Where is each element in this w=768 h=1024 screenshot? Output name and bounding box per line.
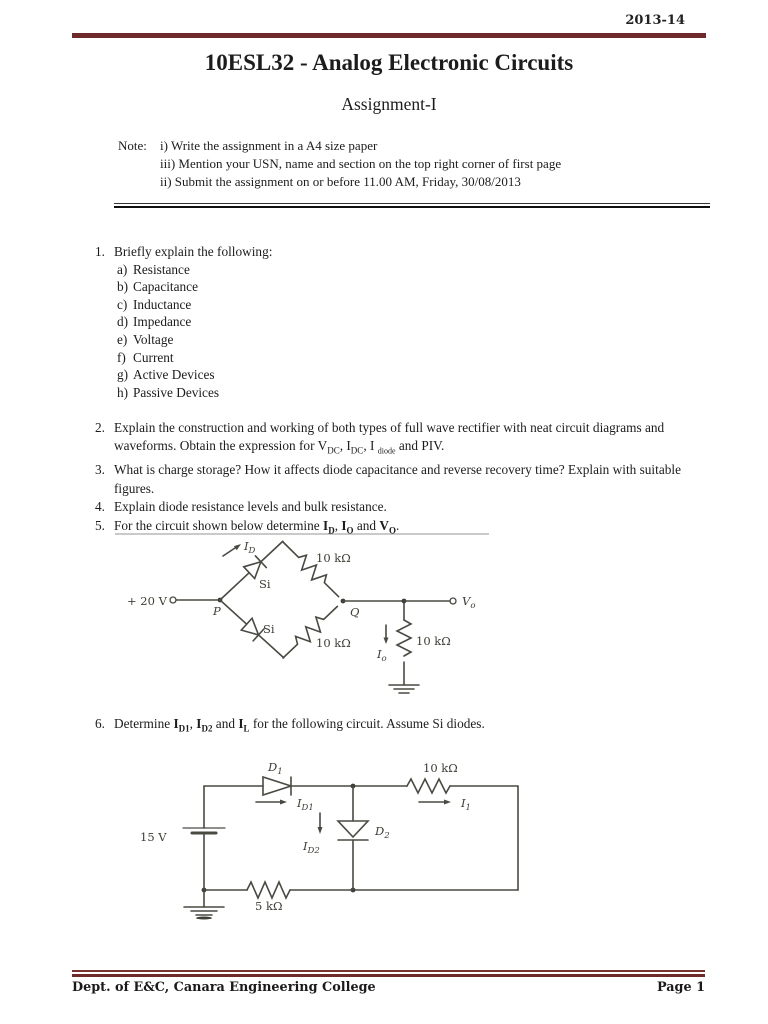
footer-rule-thick (72, 974, 705, 977)
item-text: Resistance (133, 261, 190, 277)
node-q-label: Q (350, 605, 360, 619)
subscript: O (346, 525, 354, 536)
subscript: D (328, 525, 335, 536)
note-item: i) Write the assignment in a A4 size paper (160, 138, 378, 153)
question-3 (95, 461, 714, 498)
current-arrow-id (223, 544, 241, 556)
diode-material-label: Si (263, 622, 275, 636)
text-part: for the following circuit. Assume Si diodes. (249, 716, 485, 731)
text-part: , I (339, 438, 351, 454)
note-label: Note: (118, 138, 147, 153)
diode-d2 (338, 821, 368, 840)
input-terminal (170, 597, 176, 603)
resistor-value-label: 5 kΩ (255, 899, 283, 913)
circuit-diagram-q5 (113, 532, 493, 704)
ground-symbol (389, 685, 419, 693)
source-voltage-label: 15 V (140, 830, 167, 844)
text-part: , (334, 517, 342, 533)
section-divider (114, 203, 710, 208)
variable: V (379, 517, 390, 533)
subscript: D2 (201, 723, 213, 734)
question-text: Explain diode resistance levels and bulk resistance. (114, 499, 387, 515)
current-io-label: $I_o$ (377, 647, 387, 664)
ground-symbol (184, 907, 224, 920)
question-number: 3. (95, 462, 105, 478)
current-id2-label: $I_{D2}$ (303, 839, 320, 856)
list-item (114, 261, 714, 279)
note-block (118, 137, 561, 191)
subscript: diode (377, 447, 396, 457)
diode-d1 (263, 777, 291, 795)
question-text: What is charge storage? How it affects diode capacitance and reverse recovery time? Explain with suitable figures. (114, 462, 681, 496)
question-text (114, 419, 714, 461)
resistor-top (278, 537, 343, 602)
diode-d2-label: $D_2$ (375, 824, 390, 841)
diode-material-label: Si (259, 577, 271, 591)
question-number: 5. (95, 517, 105, 533)
question-number: 6. (95, 716, 105, 731)
item-letter: g) (117, 367, 129, 383)
resistor-10k (407, 779, 450, 793)
resistor-bottom (278, 601, 342, 663)
resistor-value-label: 10 kΩ (316, 636, 351, 650)
question-6 (95, 715, 714, 738)
resistor-value-label: 10 kΩ (416, 634, 451, 648)
current-id-label: $I_D$ (244, 539, 256, 556)
list-item (114, 313, 714, 331)
current-id1-label: $I_{D1}$ (297, 796, 314, 813)
item-text: Capacitance (133, 279, 198, 295)
question-text (114, 243, 714, 401)
output-voltage-label: $V_o$ (462, 594, 476, 611)
footer-page-number: Page 1 (656, 980, 705, 995)
list-item (114, 384, 714, 402)
question-text (114, 715, 714, 738)
circuit-diagram-q6 (135, 757, 530, 935)
item-letter: c) (117, 296, 128, 312)
text-part: and PIV. (395, 438, 445, 454)
item-letter: a) (117, 261, 128, 277)
item-text: Passive Devices (133, 384, 220, 400)
item-text: Current (133, 349, 174, 365)
item-letter: d) (117, 314, 129, 330)
output-terminal (450, 598, 456, 604)
diode-si-bottom (215, 594, 289, 664)
text-part: , I (363, 438, 378, 454)
current-arrow-id2 (318, 813, 323, 834)
item-letter: h) (117, 384, 129, 400)
note-item: ii) Submit the assignment on or before 11.00 AM, Friday, 30/08/2013 (160, 174, 521, 189)
question-number: 4. (95, 499, 105, 515)
circuit2-wiring (183, 777, 518, 920)
header-rule (72, 33, 706, 38)
list-item (114, 331, 714, 349)
resistor-value-label: 10 kΩ (423, 761, 458, 775)
page-title: 10ESL32 - Analog Electronic Circuits (204, 50, 574, 75)
text-part: and (353, 517, 380, 533)
question-number: 2. (95, 420, 105, 435)
note-items (160, 137, 561, 191)
list-item (114, 349, 714, 367)
item-letter: b) (117, 279, 129, 295)
item-text: Active Devices (133, 367, 215, 383)
item-text: Inductance (133, 296, 192, 312)
current-arrow-id1 (256, 800, 287, 805)
subscript: DC (350, 446, 364, 457)
current-arrow-io (384, 625, 389, 644)
variable: I (196, 716, 202, 731)
question-4 (95, 498, 714, 516)
note-item: iii) Mention your USN, name and section on the top right corner of first page (160, 156, 562, 171)
subscript: DC (327, 446, 340, 457)
text-part: Determine (114, 716, 174, 731)
variable: I (173, 716, 179, 731)
text-part: . (396, 517, 400, 533)
resistor-value-label: 10 kΩ (316, 551, 351, 565)
subscript: L (243, 723, 250, 734)
question-block (95, 419, 714, 540)
item-letter: e) (117, 331, 128, 347)
text-part: and (212, 716, 239, 731)
footer-rule-thin (72, 970, 705, 972)
question-number: 1. (95, 244, 105, 259)
variable: I (323, 517, 329, 533)
list-item (114, 278, 714, 296)
list-item (114, 366, 714, 384)
current-i1-label: $I_1$ (461, 796, 471, 813)
node-p-label: P (213, 604, 221, 618)
current-arrow-i1 (419, 800, 451, 805)
assignment-subtitle: Assignment-I (341, 94, 437, 114)
resistor-load (397, 620, 411, 656)
subscript: O (389, 525, 397, 536)
footer-department: Dept. of E&C, Canara Engineering College (72, 980, 376, 995)
diode-d1-label: $D_1$ (268, 760, 283, 777)
list-item (114, 296, 714, 314)
variable: I (238, 716, 244, 731)
text-part: Explain the construction and working of both types of full wave rectifier with neat circuit diagrams and waveforms. Obtain the expression for V (114, 420, 665, 454)
academic-year: 2013-14 (625, 13, 685, 28)
variable: I (341, 517, 347, 533)
source-voltage-label: + 20 V (127, 594, 167, 608)
question-1 (95, 243, 714, 401)
subscript: D1 (178, 723, 190, 734)
question-1-lead: Briefly explain the following: (114, 244, 273, 259)
text-part: For the circuit shown below determine (114, 517, 324, 533)
text-part: , (189, 716, 197, 731)
item-text: Voltage (133, 331, 174, 347)
resistor-5k (247, 882, 290, 898)
item-letter: f) (117, 349, 126, 365)
item-text: Impedance (133, 314, 192, 330)
question-2 (95, 419, 714, 461)
